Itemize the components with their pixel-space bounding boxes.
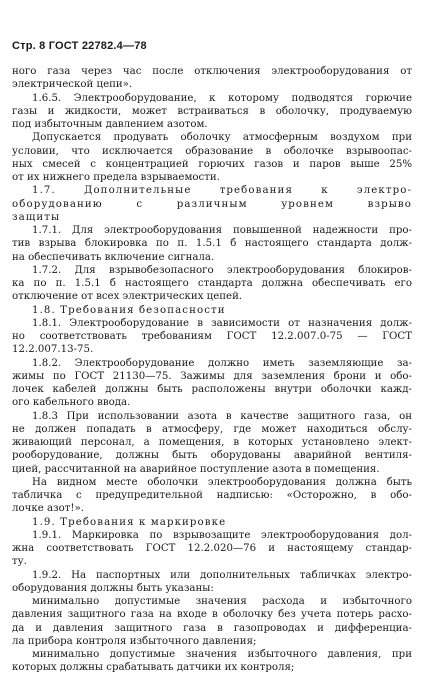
text-line: да и давления защитного газа в газопроводах и дифференциа- bbox=[12, 622, 412, 634]
text-line: 1.8.3 При использовании азота в качестве защитного газа, он bbox=[32, 410, 412, 422]
text-line: живающий персонал, а помещения, в которых установлено элект- bbox=[12, 437, 412, 448]
text-line: 1.7.1. Для электрооборудования повышенной надежности про- bbox=[32, 225, 412, 236]
section-heading: оборудованию с различным уровнем взрыво bbox=[12, 198, 412, 210]
text-line: жимы по ГОСТ 21130—75. Зажимы для заземления брони и обо- bbox=[12, 370, 412, 382]
text-line: ла прибора контроля избыточного давления; bbox=[12, 635, 257, 647]
text-line: 1.9.2. На паспортных или дополнительных табличках электро- bbox=[32, 569, 412, 581]
text-line: оборудования должны быть указаны: bbox=[12, 582, 214, 594]
text-line: ных смесей с концентрацией горючих газов и паров выше 25% bbox=[12, 158, 412, 170]
text-line: под избыточным давлением азотом. bbox=[12, 119, 208, 130]
text-line: ого кабельного ввода. bbox=[12, 397, 131, 409]
text-line: минимально допустимые значения избыточного давления, при bbox=[32, 649, 412, 660]
text-line: На видном месте оболочки электрооборудования должна быть bbox=[32, 476, 412, 488]
section-heading: защиты bbox=[12, 211, 61, 223]
text-line: 12.2.007.13-75. bbox=[12, 344, 94, 356]
text-line: цией, рассчитанной на аварийное поступление азота в помещения. bbox=[12, 463, 380, 475]
section-heading: 1.8. Требования безопасности bbox=[32, 304, 226, 316]
document-body bbox=[12, 65, 412, 675]
text-line: лочке азот!». bbox=[12, 503, 84, 515]
text-line: 1.6.5. Электрооборудование, к которому подводятся горючие bbox=[32, 92, 412, 104]
text-line: ка по п. 1.5.1 б настоящего стандарта должна обеспечивать его bbox=[12, 278, 412, 289]
text-line: 1.9.1. Маркировка по взрывозащите электрооборудования дол- bbox=[32, 529, 412, 541]
text-line: рооборудование, должны быть оборудованы аварийной вентиля- bbox=[12, 450, 412, 462]
text-line: но соответствовать требованиям ГОСТ 12.2.007.0-75 — ГОСТ bbox=[12, 331, 412, 342]
text-line: на обеспечивать включение сигнала. bbox=[12, 251, 215, 263]
text-line: жна соответствовать ГОСТ 12.2.020—76 и настоящему стандар- bbox=[12, 543, 412, 554]
text-line: тив взрыва блокировка по п. 1.5.1 б настоящего стандарта долж- bbox=[12, 238, 412, 250]
text-line: Допускается продувать оболочку атмосферным воздухом при bbox=[32, 132, 412, 144]
text-line: лочек кабелей должны быть расположены внутри оболочки кажд- bbox=[12, 384, 412, 395]
text-line: электрической цепи». bbox=[12, 79, 133, 91]
text-line: минимально допустимые значения расхода и избыточного bbox=[32, 596, 412, 607]
text-line: отключение от всех электрических цепей. bbox=[12, 291, 243, 303]
text-line: 1.7.2. Для взрывобезопасного электрооборудования блокиров- bbox=[32, 264, 412, 276]
text-line: газы и жидкости, может встраиваться в оболочку, продуваемую bbox=[12, 105, 412, 117]
text-line: 1.8.1. Электрооборудование в зависимости от назначения долж- bbox=[32, 317, 412, 329]
section-heading: 1.9. Требования к маркировке bbox=[32, 516, 227, 528]
text-line: от их нижнего предела взрываемости. bbox=[12, 172, 220, 183]
page-header: Стр. 8 ГОСТ 22782.4—78 bbox=[12, 40, 147, 52]
text-line: табличка с предупредительной надписью: «Осторожно, в обо- bbox=[12, 490, 412, 501]
section-heading: 1.7. Дополнительные требования к электро- bbox=[32, 185, 412, 197]
text-line: ту. bbox=[12, 556, 27, 568]
text-line: ного газа через час после отключения электрооборудования от bbox=[12, 66, 412, 77]
text-line: не должен попадать в атмосферу, где может находиться обслу- bbox=[12, 423, 412, 435]
text-line: условии, что исключается образование в оболочке взрывоопас- bbox=[12, 145, 412, 157]
text-line: 1.8.2. Электрооборудование должно иметь заземляющие за- bbox=[32, 357, 412, 369]
text-line: давления защитного газа на входе в оболочку без учета потерь расхо- bbox=[12, 609, 412, 621]
text-line: которых должны срабатывать датчики их контроля; bbox=[12, 662, 295, 674]
